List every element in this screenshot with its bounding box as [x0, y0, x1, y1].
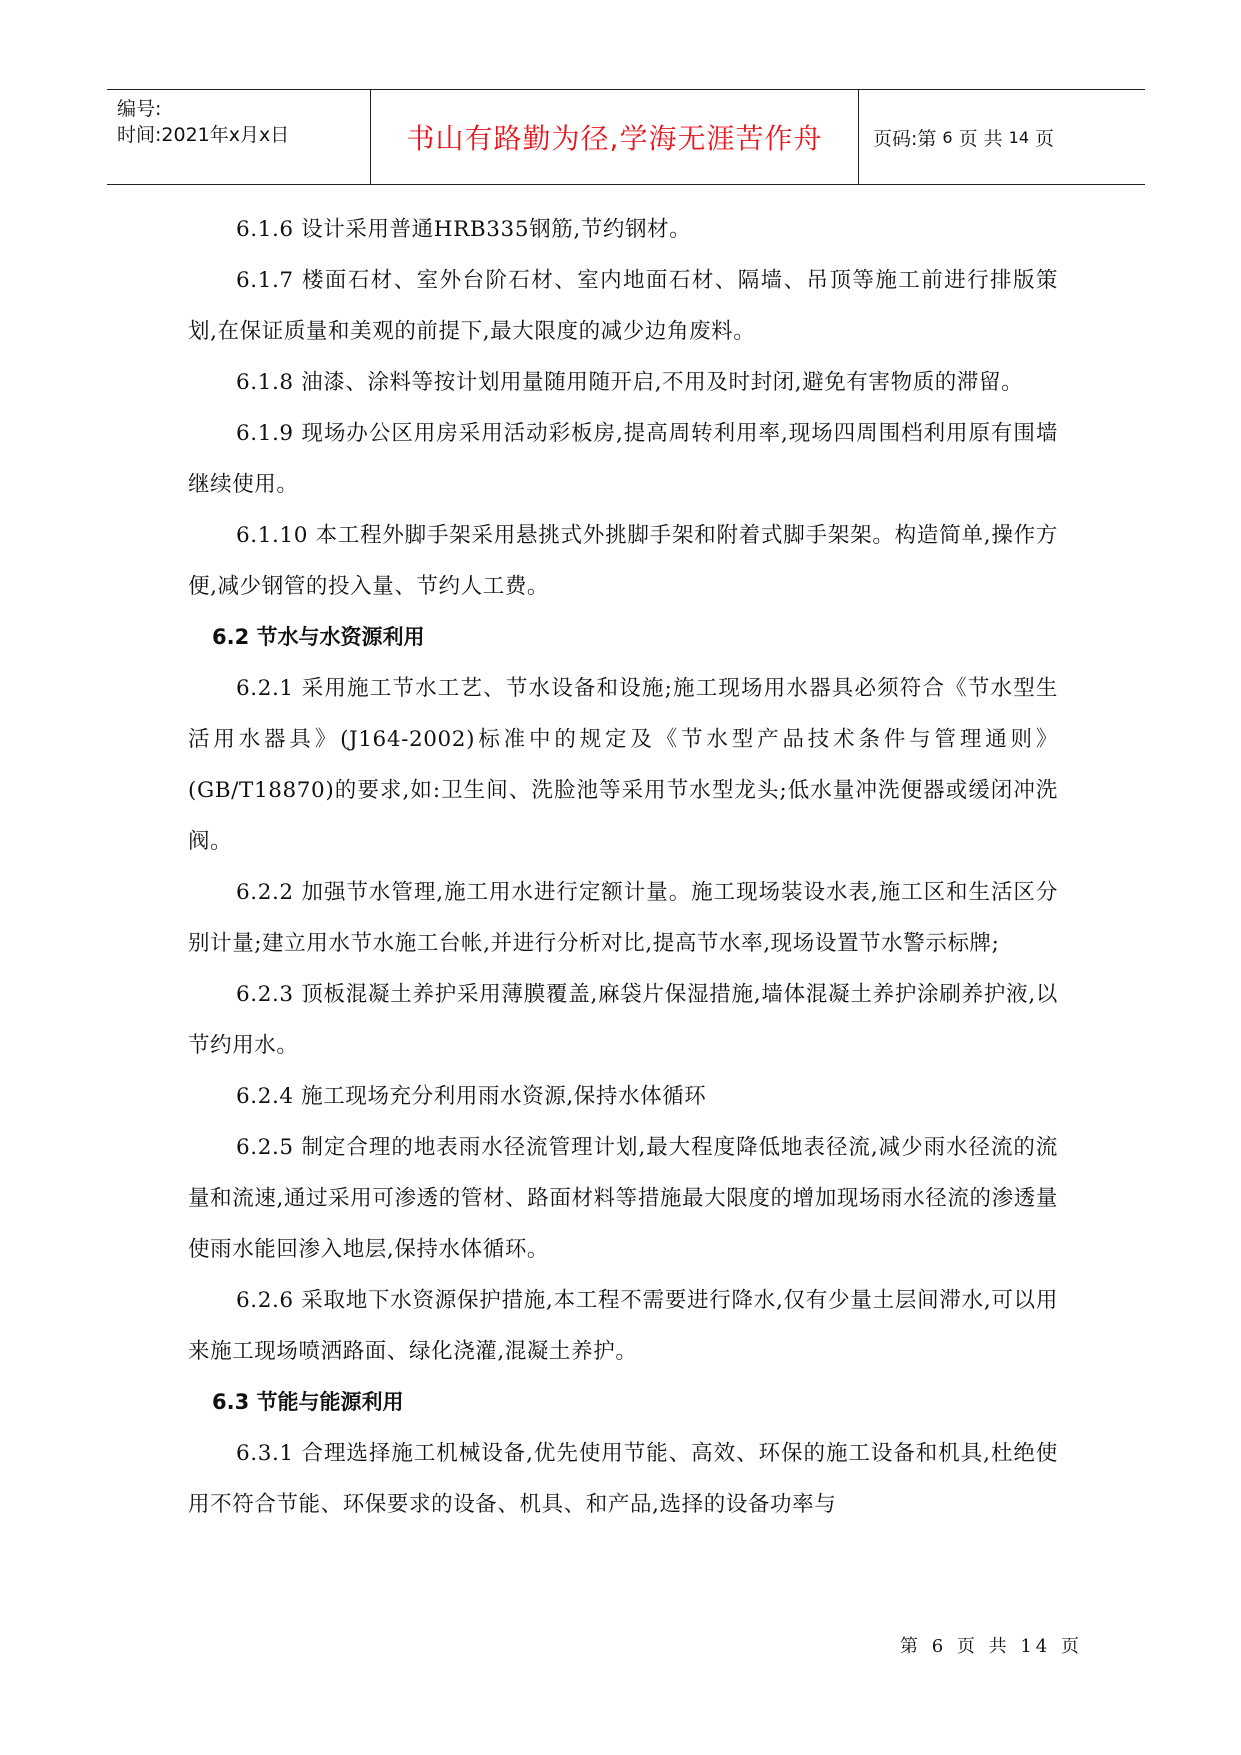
paragraph: 6.3.1 合理选择施工机械设备,优先使用节能、高效、环保的施工设备和机具,杜绝使用不符合节能、环保要求的设备、机具、和产品,选择的设备功率与 — [188, 1441, 1058, 1517]
page-total: 14 — [1008, 127, 1029, 147]
paragraph: 6.2.2 加强节水管理,施工用水进行定额计量。施工现场装设水表,施工区和生活区分别计量;建立用水节水施工台帐,并进行分析对比,提高节水率,现场设置节水警示标牌; — [188, 880, 1058, 956]
paragraph: 6.1.9 现场办公区用房采用活动彩板房,提高周转利用率,现场四周围档利用原有围墙继续使用。 — [188, 421, 1058, 497]
paragraph: 6.1.8 油漆、涂料等按计划用量随用随开启,不用及时封闭,避免有害物质的滞留。 — [236, 370, 1024, 395]
page-mid: 页 共 — [958, 127, 1003, 150]
header-meta — [107, 90, 371, 184]
document-time: 时间:2021年x月x日 — [117, 124, 290, 146]
document-number-label: 编号: — [117, 98, 162, 120]
header-motto: 书山有路勤为径,学海无涯苦作舟 — [371, 90, 859, 184]
paragraph: 6.2.1 采用施工节水工艺、节水设备和设施;施工现场用水器具必须符合《节水型生活用水器具》(J164-2002)标准中的规定及《节水型产品技术条件与管理通则》(GB/T18870)的要求,如:卫生间、洗脸池等采用节水型龙头;低水量冲洗便器或缓闭冲洗阀。 — [188, 676, 1058, 854]
section-heading: 6.2 节水与水资源利用 — [212, 625, 425, 649]
paragraph: 6.2.6 采取地下水资源保护措施,本工程不需要进行降水,仅有少量土层间滞水,可以用来施工现场喷洒路面、绿化浇灌,混凝土养护。 — [188, 1288, 1058, 1364]
page-header — [107, 89, 1145, 185]
paragraph: 6.1.10 本工程外脚手架采用悬挑式外挑脚手架和附着式脚手架架。构造简单,操作方便,减少钢管的投入量、节约人工费。 — [188, 523, 1058, 599]
paragraph: 6.1.7 楼面石材、室外台阶石材、室内地面石材、隔墙、吊顶等施工前进行排版策划,在保证质量和美观的前提下,最大限度的减少边角废料。 — [188, 268, 1058, 344]
document-body — [188, 204, 1058, 1530]
page-current: 6 — [942, 127, 953, 147]
paragraph: 6.2.4 施工现场充分利用雨水资源,保持水体循环 — [236, 1084, 707, 1109]
section-heading: 6.3 节能与能源利用 — [212, 1390, 404, 1414]
header-page-indicator — [859, 90, 1145, 184]
page-footer: 第 6 页 共 14 页 — [900, 1636, 1083, 1657]
page-label: 页码:第 — [873, 127, 937, 150]
paragraph: 6.2.3 顶板混凝土养护采用薄膜覆盖,麻袋片保湿措施,墙体混凝土养护涂刷养护液,以节约用水。 — [188, 982, 1058, 1058]
page-suffix: 页 — [1035, 127, 1055, 150]
paragraph: 6.1.6 设计采用普通HRB335钢筋,节约钢材。 — [236, 217, 692, 242]
paragraph: 6.2.5 制定合理的地表雨水径流管理计划,最大程度降低地表径流,减少雨水径流的流量和流速,通过采用可渗透的管材、路面材料等措施最大限度的增加现场雨水径流的渗透量使雨水能回渗入地层,保持水体循环。 — [188, 1135, 1058, 1262]
